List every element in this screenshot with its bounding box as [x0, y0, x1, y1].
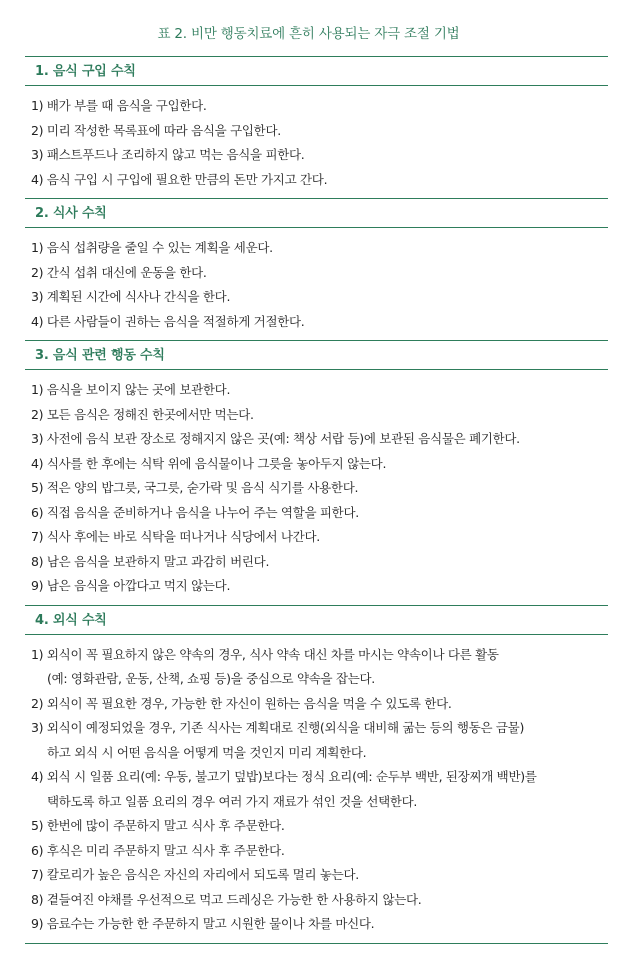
list-item — [31, 310, 608, 335]
list-item — [31, 716, 608, 765]
section-heading: 1. 음식 구입 수칙 — [25, 56, 608, 86]
list-item-text: 4) 외식 시 일품 요리(예: 우동, 불고기 덮밥)보다는 정식 요리(예: 순두부 백반, 된장찌개 백반)를 — [31, 769, 537, 784]
section-body — [25, 635, 608, 943]
list-item-text: 3) 외식이 예정되었을 경우, 기존 식사는 계획대로 진행(외식을 대비해 굶는 등의 행동은 금물) — [31, 720, 525, 735]
list-item — [31, 452, 608, 477]
section-heading: 4. 외식 수칙 — [25, 605, 608, 635]
stimulus-control-table — [25, 56, 608, 944]
list-item-text: 7) 식사 후에는 바로 식탁을 떠나거나 식당에서 나간다. — [31, 529, 320, 544]
section-body — [25, 228, 608, 340]
list-item — [31, 765, 608, 814]
list-item-text: 4) 음식 구입 시 구입에 필요한 만큼의 돈만 가지고 간다. — [31, 171, 328, 187]
list-item-text: 7) 칼로리가 높은 음식은 자신의 자리에서 되도록 멀리 놓는다. — [31, 867, 359, 882]
list-item — [31, 168, 608, 193]
list-item — [31, 912, 608, 937]
table-bottom-rule — [25, 943, 608, 944]
list-item-text: 6) 후식은 미리 주문하지 말고 식사 후 주문한다. — [31, 842, 285, 858]
list-item — [31, 94, 608, 119]
list-item-text: 4) 다른 사람들이 권하는 음식을 적절하게 거절한다. — [31, 313, 305, 329]
list-item — [31, 574, 608, 599]
list-item — [31, 692, 608, 717]
list-item-text: 1) 음식을 보이지 않는 곳에 보관한다. — [31, 382, 231, 397]
list-item — [31, 403, 608, 428]
list-item-text: 2) 간식 섭취 대신에 운동을 한다. — [31, 264, 207, 280]
list-item-text: 1) 외식이 꼭 필요하지 않은 약속의 경우, 식사 약속 대신 차를 마시는 약속이나 다른 활동 — [31, 646, 499, 662]
list-item — [31, 427, 608, 452]
list-item — [31, 501, 608, 526]
list-item — [31, 119, 608, 144]
list-item-text: 2) 미리 작성한 목록표에 따라 음식을 구입한다. — [31, 122, 281, 138]
list-item-text: 5) 적은 양의 밥그릇, 국그릇, 숟가락 및 음식 식기를 사용한다. — [31, 480, 359, 495]
list-item-continuation: (예: 영화관람, 운동, 산책, 쇼핑 등)을 중심으로 약속을 잡는다. — [47, 671, 375, 686]
list-item — [31, 285, 608, 310]
list-item-text: 8) 곁들여진 야채를 우선적으로 먹고 드레싱은 가능한 한 사용하지 않는다. — [31, 891, 422, 907]
list-item — [31, 888, 608, 913]
list-item — [31, 236, 608, 261]
list-item-text: 3) 패스트푸드나 조리하지 않고 먹는 음식을 피한다. — [31, 147, 305, 162]
list-item-text: 2) 모든 음식은 정해진 한곳에서만 먹는다. — [31, 406, 254, 422]
list-item-text: 3) 사전에 음식 보관 장소로 정해지지 않은 곳(예: 책상 서랍 등)에 보관된 음식물은 폐기한다. — [31, 431, 520, 446]
list-item-continuation: 택하도록 하고 일품 요리의 경우 여러 가지 재료가 섞인 것을 선택한다. — [47, 793, 418, 809]
list-item-text: 5) 한번에 많이 주문하지 말고 식사 후 주문한다. — [31, 818, 285, 833]
section-heading: 2. 식사 수칙 — [25, 198, 608, 228]
list-item — [31, 261, 608, 286]
section-heading: 3. 음식 관련 행동 수칙 — [25, 340, 608, 370]
list-item — [31, 643, 608, 692]
list-item-text: 1) 배가 부를 때 음식을 구입한다. — [31, 98, 207, 113]
list-item — [31, 863, 608, 888]
section-body — [25, 370, 608, 605]
list-item-text: 2) 외식이 꼭 필요한 경우, 가능한 한 자신이 원하는 음식을 먹을 수 있도록 한다. — [31, 695, 452, 711]
list-item — [31, 550, 608, 575]
list-item-text: 9) 남은 음식을 아깝다고 먹지 않는다. — [31, 578, 231, 593]
list-item-text: 4) 식사를 한 후에는 식탁 위에 음식물이나 그릇을 놓아두지 않는다. — [31, 455, 387, 471]
list-item-text: 6) 직접 음식을 준비하거나 음식을 나누어 주는 역할을 피한다. — [31, 504, 359, 520]
list-item — [31, 814, 608, 839]
list-item — [31, 525, 608, 550]
list-item — [31, 839, 608, 864]
list-item-continuation: 하고 외식 시 어떤 음식을 어떻게 먹을 것인지 미리 계획한다. — [47, 744, 367, 760]
list-item-text: 1) 음식 섭취량을 줄일 수 있는 계획을 세운다. — [31, 240, 273, 255]
list-item-text: 8) 남은 음식을 보관하지 말고 과감히 버린다. — [31, 553, 270, 569]
list-item — [31, 476, 608, 501]
list-item-text: 3) 계획된 시간에 식사나 간식을 한다. — [31, 289, 231, 304]
table-title: 표 2. 비만 행동치료에 흔히 사용되는 자극 조절 기법 — [157, 26, 460, 42]
list-item — [31, 143, 608, 168]
list-item — [31, 378, 608, 403]
section-body — [25, 86, 608, 198]
list-item-text: 9) 음료수는 가능한 한 주문하지 말고 시원한 물이나 차를 마신다. — [31, 916, 375, 931]
